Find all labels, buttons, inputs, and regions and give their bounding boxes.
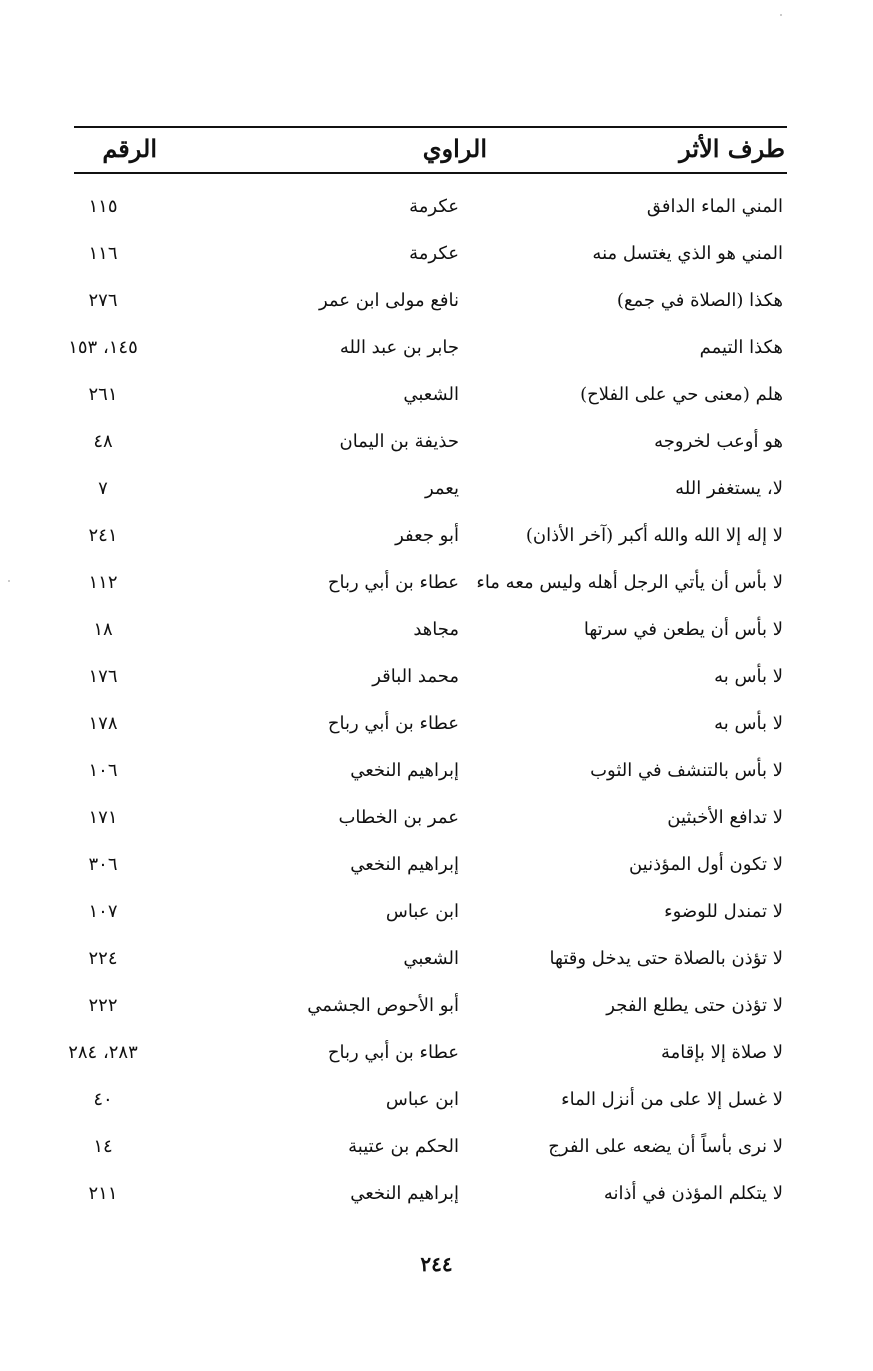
athar-cell: لا إله إلا الله والله أكبر (آخر الأذان) [525,525,783,546]
rawi-cell: عكرمة [409,243,459,264]
athar-cell: لا تؤذن بالصلاة حتى يدخل وقتها [549,948,783,969]
scan-speck [8,580,10,582]
number-cell: ٢٢٤ [88,948,118,969]
header-row [74,128,787,172]
table-row [74,938,787,985]
rawi-cell: الشعبي [403,948,459,969]
scan-speck [780,14,782,16]
number-cell: ١٧٨ [88,713,118,734]
rawi-cell: ابن عباس [385,1089,459,1110]
number-cell: ١٨ [93,619,113,640]
number-cell: ١٤٥، ١٥٣ [68,337,138,358]
athar-cell: لا، يستغفر الله [675,478,783,499]
athar-cell: لا بأس به [714,713,783,734]
number-cell: ١٧٦ [88,666,118,687]
table-header [74,126,787,174]
rawi-cell: الحكم بن عتيبة [348,1136,459,1157]
number-cell: ٢٧٦ [88,290,118,311]
header-athar: طرف الأثر [679,134,785,163]
header-raqm: الرقم [102,134,157,163]
number-cell: ٣٠٦ [88,854,118,875]
athar-cell: لا بأس أن يأتي الرجل أهله وليس معه ماء [476,572,783,593]
number-cell: ٢٤١ [88,525,118,546]
number-cell: ٧ [98,478,108,499]
rawi-cell: أبو الأحوص الجشمي [307,995,459,1016]
rawi-cell: مجاهد [413,619,459,640]
athar-cell: المني هو الذي يغتسل منه [592,243,783,264]
table-row [74,750,787,797]
rawi-cell: عكرمة [409,196,459,217]
athar-cell: لا تمندل للوضوء [664,901,783,922]
athar-cell: هلم (معنى حي على الفلاح) [580,384,783,405]
number-cell: ١١٦ [88,243,118,264]
rawi-cell: إبراهيم النخعي [350,854,459,875]
table-row [74,562,787,609]
athar-cell: هو أوعب لخروجه [654,431,783,452]
table-row [74,985,787,1032]
athar-cell: لا تكون أول المؤذنين [628,854,783,875]
table-row [74,421,787,468]
table-row [74,1173,787,1220]
header-rawi: الراوي [422,134,487,163]
number-cell: ١٤ [93,1136,113,1157]
table-row [74,844,787,891]
table-row [74,515,787,562]
table-row [68,1032,787,1079]
rawi-cell: عطاء بن أبي رباح [327,713,459,734]
athar-cell: لا يتكلم المؤذن في أذانه [603,1183,783,1204]
rawi-cell: ابن عباس [385,901,459,922]
athar-cell: لا تؤذن حتى يطلع الفجر [606,995,783,1016]
athar-cell: لا نرى بأساً أن يضعه على الفرج [548,1136,783,1157]
table-row [74,1126,787,1173]
table-row [68,327,787,374]
rawi-cell: نافع مولى ابن عمر [318,290,459,311]
rawi-cell: أبو جعفر [395,525,459,546]
number-cell: ٢٨٣، ٢٨٤ [68,1042,138,1063]
table-row [74,797,787,844]
table-row [74,609,787,656]
number-cell: ١١٢ [88,572,118,593]
number-cell: ٢٦١ [88,384,118,405]
table-row [74,1079,787,1126]
table-row [74,233,787,280]
number-cell: ٤٠ [93,1089,113,1110]
rawi-cell: عطاء بن أبي رباح [327,572,459,593]
rawi-cell: جابر بن عبد الله [339,337,459,358]
table-row [74,891,787,938]
number-cell: ١٧١ [88,807,118,828]
rawi-cell: عمر بن الخطاب [338,807,459,828]
table-row [74,703,787,750]
index-table-body [68,186,787,1220]
table-row [74,186,787,233]
rawi-cell: الشعبي [403,384,459,405]
header-bottom-rule [74,172,787,174]
athar-cell: لا تدافع الأخبثين [667,807,783,828]
athar-cell: لا صلاة إلا بإقامة [660,1042,783,1063]
rawi-cell: إبراهيم النخعي [350,1183,459,1204]
athar-cell: المني الماء الدافق [646,196,783,217]
table-row [74,374,787,421]
athar-cell: لا بأس بالتنشف في الثوب [590,760,783,781]
number-cell: ٢٢٢ [88,995,118,1016]
number-cell: ٤٨ [93,431,113,452]
athar-cell: لا بأس أن يطعن في سرتها [583,619,783,640]
athar-cell: لا غسل إلا على من أنزل الماء [561,1089,783,1110]
athar-cell: هكذا (الصلاة في جمع) [616,290,783,311]
number-cell: ١١٥ [88,196,118,217]
number-cell: ١٠٧ [88,901,118,922]
table-row [74,468,787,515]
number-cell: ٢١١ [88,1183,118,1204]
table-row [74,280,787,327]
number-cell: ١٠٦ [88,760,118,781]
page-number: ٢٤٤ [420,1252,453,1276]
rawi-cell: إبراهيم النخعي [350,760,459,781]
athar-cell: لا بأس به [714,666,783,687]
rawi-cell: حذيفة بن اليمان [339,431,459,452]
rawi-cell: يعمر [424,478,459,499]
athar-cell: هكذا التيمم [699,337,783,358]
rawi-cell: عطاء بن أبي رباح [327,1042,459,1063]
table-row [74,656,787,703]
rawi-cell: محمد الباقر [372,666,459,687]
